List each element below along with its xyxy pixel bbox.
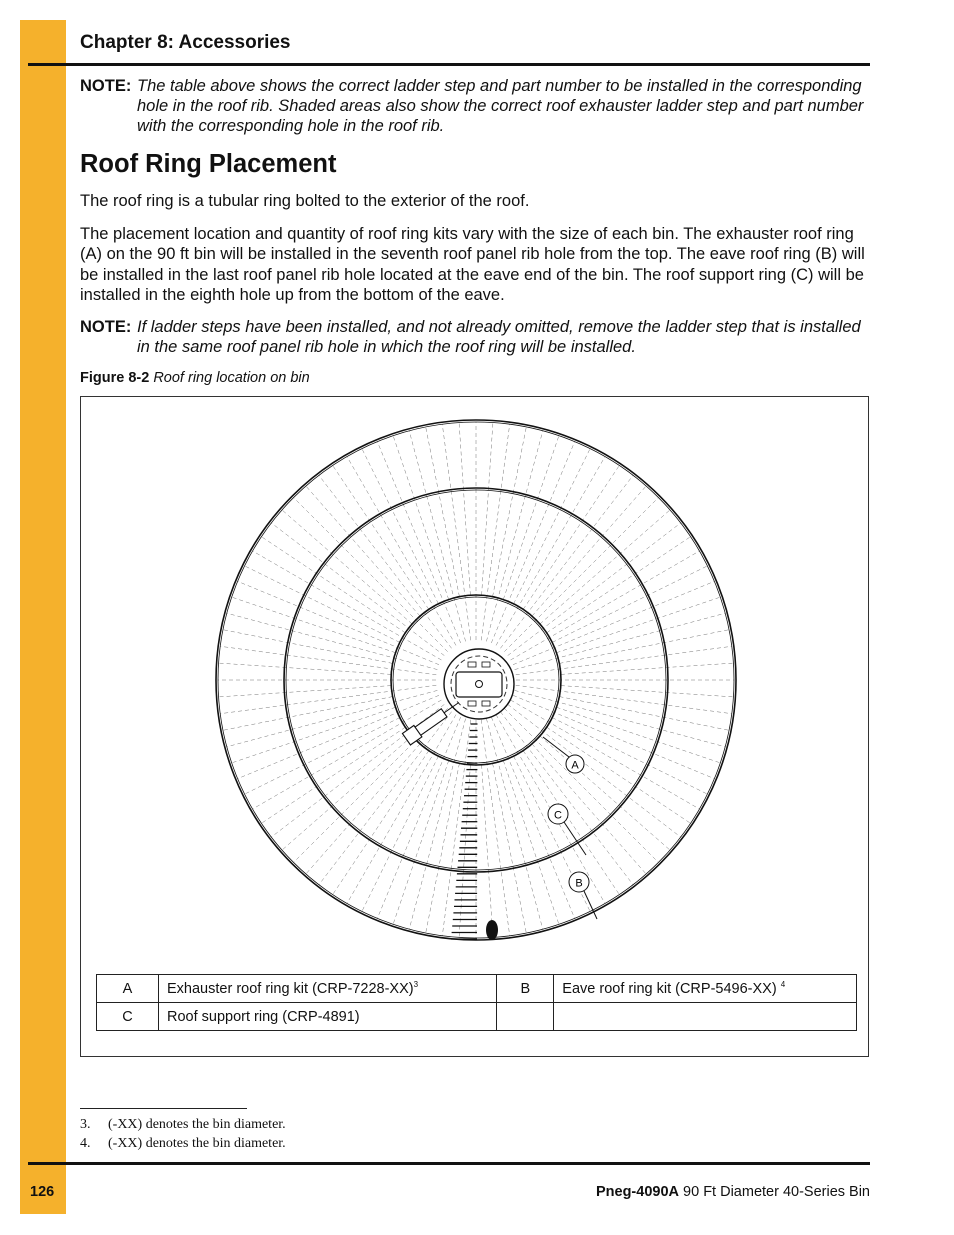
callout-c-text: C xyxy=(554,809,562,822)
cap-bolt xyxy=(482,662,490,667)
roof-rib-line xyxy=(557,707,721,763)
legend-key: B xyxy=(497,975,554,1003)
legend-description xyxy=(159,975,497,1003)
figure-caption-text: Roof ring location on bin xyxy=(153,370,310,386)
cap-bolt xyxy=(482,701,490,706)
roof-rib-line xyxy=(561,686,734,697)
figure-frame xyxy=(80,396,869,1057)
doc-id: Pneg-4090A xyxy=(595,1184,679,1200)
callout-a-leader xyxy=(543,737,569,757)
roof-rib-line xyxy=(540,510,670,624)
roof-rib-line xyxy=(253,551,442,660)
legend-description-text: Eave roof ring kit (CRP-5496-XX) xyxy=(562,980,777,997)
footnote-ref: 4 xyxy=(780,980,786,990)
note-1 xyxy=(80,76,875,136)
legend-row xyxy=(97,975,857,1003)
roof-rib-line xyxy=(306,744,420,874)
roof-rib-line xyxy=(459,765,470,938)
section-title: Roof Ring Placement xyxy=(80,150,337,178)
header-rule xyxy=(28,63,870,66)
roof-rib-line xyxy=(347,715,456,904)
cap-bolt xyxy=(468,662,476,667)
roof-rib-line xyxy=(377,442,460,643)
roof-ring-diagram xyxy=(81,397,868,977)
footnote-number: 3. xyxy=(80,1117,91,1132)
roof-rib-line xyxy=(459,423,470,596)
roof-rib-line xyxy=(294,498,448,652)
roof-rib-line xyxy=(504,498,658,652)
callout-b-text: B xyxy=(575,877,583,890)
roof-rib-line xyxy=(511,700,700,809)
manhole xyxy=(486,920,498,940)
chapter-title: Chapter 8: Accessories xyxy=(80,32,291,53)
roof-rib-line xyxy=(219,663,392,674)
roof-rib-line xyxy=(500,475,633,648)
roof-rib-line xyxy=(508,704,681,837)
legend-key: A xyxy=(97,975,159,1003)
roof-rib-line xyxy=(503,761,559,925)
roof-rib-line xyxy=(377,717,460,918)
note-2-text: If ladder steps have been installed, and not already omitted, remove the ladder step that is installed in the same roof panel rib hole in which the roof ring will be installed. xyxy=(137,318,861,356)
roof-cap-center xyxy=(476,681,483,688)
roof-rib-line xyxy=(508,523,681,656)
roof-rib-line xyxy=(513,581,714,664)
roof-rib-line xyxy=(496,457,605,646)
roof-rib-line xyxy=(319,475,452,648)
note-1-label: NOTE: xyxy=(80,77,132,95)
roof-rib-line xyxy=(557,597,721,653)
footer-rule xyxy=(28,1162,870,1165)
roof-rib-line xyxy=(238,581,439,664)
roof-rib-line xyxy=(393,761,449,925)
roof-rib-line xyxy=(482,765,493,938)
note-1-text: The table above shows the correct ladder step and part number to be installed in the corresponding hole in the roof rib. Shaded areas also show the correct roof exhauster ladder step and part number with the corresponding hole in the roof rib. xyxy=(137,77,864,135)
roof-rib-line xyxy=(500,712,633,885)
page-number: 126 xyxy=(30,1184,55,1200)
roof-rib-line xyxy=(347,457,456,646)
note-2-label: NOTE: xyxy=(80,318,132,336)
roof-rib-line xyxy=(306,486,420,616)
legend-description xyxy=(554,1003,857,1031)
paragraph-2: The placement location and quantity of roof ring kits vary with the size of each bin. The exhauster roof ring (A) on the 90 ft bin will be installed in the seventh roof panel rib hole from the top. The eave roof ring (B) will be installed in the last roof panel rib hole located at the eave end of the bin. The roof support ring (C) will be installed in the eighth hole up from the bottom of the eave. xyxy=(80,225,865,304)
footnote-ref: 3 xyxy=(413,980,419,990)
roof-rib-line xyxy=(232,707,396,763)
footnote xyxy=(80,1136,286,1152)
cap-bolt xyxy=(468,701,476,706)
roof-rib-line xyxy=(482,423,493,596)
footnote-number: 4. xyxy=(80,1136,91,1151)
roof-rib-line xyxy=(511,551,700,660)
figure-caption xyxy=(80,370,310,386)
roof-rib-line xyxy=(282,736,412,850)
roof-rib-line xyxy=(504,708,658,862)
footer-doc xyxy=(596,1184,870,1200)
legend-table xyxy=(96,974,857,1031)
roof-rib-line xyxy=(282,510,412,624)
roof-ladder-steps xyxy=(451,724,478,939)
legend-description xyxy=(554,975,857,1003)
roof-rib-line xyxy=(319,712,452,885)
callout-a-text: A xyxy=(571,759,579,772)
chapter-tab xyxy=(20,20,66,1214)
roof-rib-line xyxy=(271,523,444,656)
doc-title: 90 Ft Diameter 40-Series Bin xyxy=(683,1184,870,1200)
legend-description-text: Exhauster roof ring kit (CRP-7228-XX) xyxy=(167,980,414,997)
roof-rib-line xyxy=(232,597,396,653)
footnote xyxy=(80,1117,286,1133)
note-2 xyxy=(80,317,875,357)
figure-label: Figure 8-2 xyxy=(80,370,150,386)
legend-description: Roof support ring (CRP-4891) xyxy=(159,1003,497,1031)
roof-rib-line xyxy=(491,442,574,643)
legend-row xyxy=(97,1003,857,1031)
roof-rib-line xyxy=(503,436,559,600)
roof-rib-line xyxy=(219,686,392,697)
roof-rib-line xyxy=(393,436,449,600)
footnote-rule xyxy=(80,1108,247,1109)
legend-key xyxy=(497,1003,554,1031)
roof-rib-line xyxy=(561,663,734,674)
footnote-text: (-XX) denotes the bin diameter. xyxy=(108,1117,286,1132)
footnote-text: (-XX) denotes the bin diameter. xyxy=(108,1136,286,1151)
roof-rib-line xyxy=(540,736,670,850)
roof-rib-line xyxy=(532,486,646,616)
legend-key: C xyxy=(97,1003,159,1031)
paragraph-1: The roof ring is a tubular ring bolted to the exterior of the roof. xyxy=(80,192,530,210)
roof-rib-line xyxy=(253,700,442,809)
